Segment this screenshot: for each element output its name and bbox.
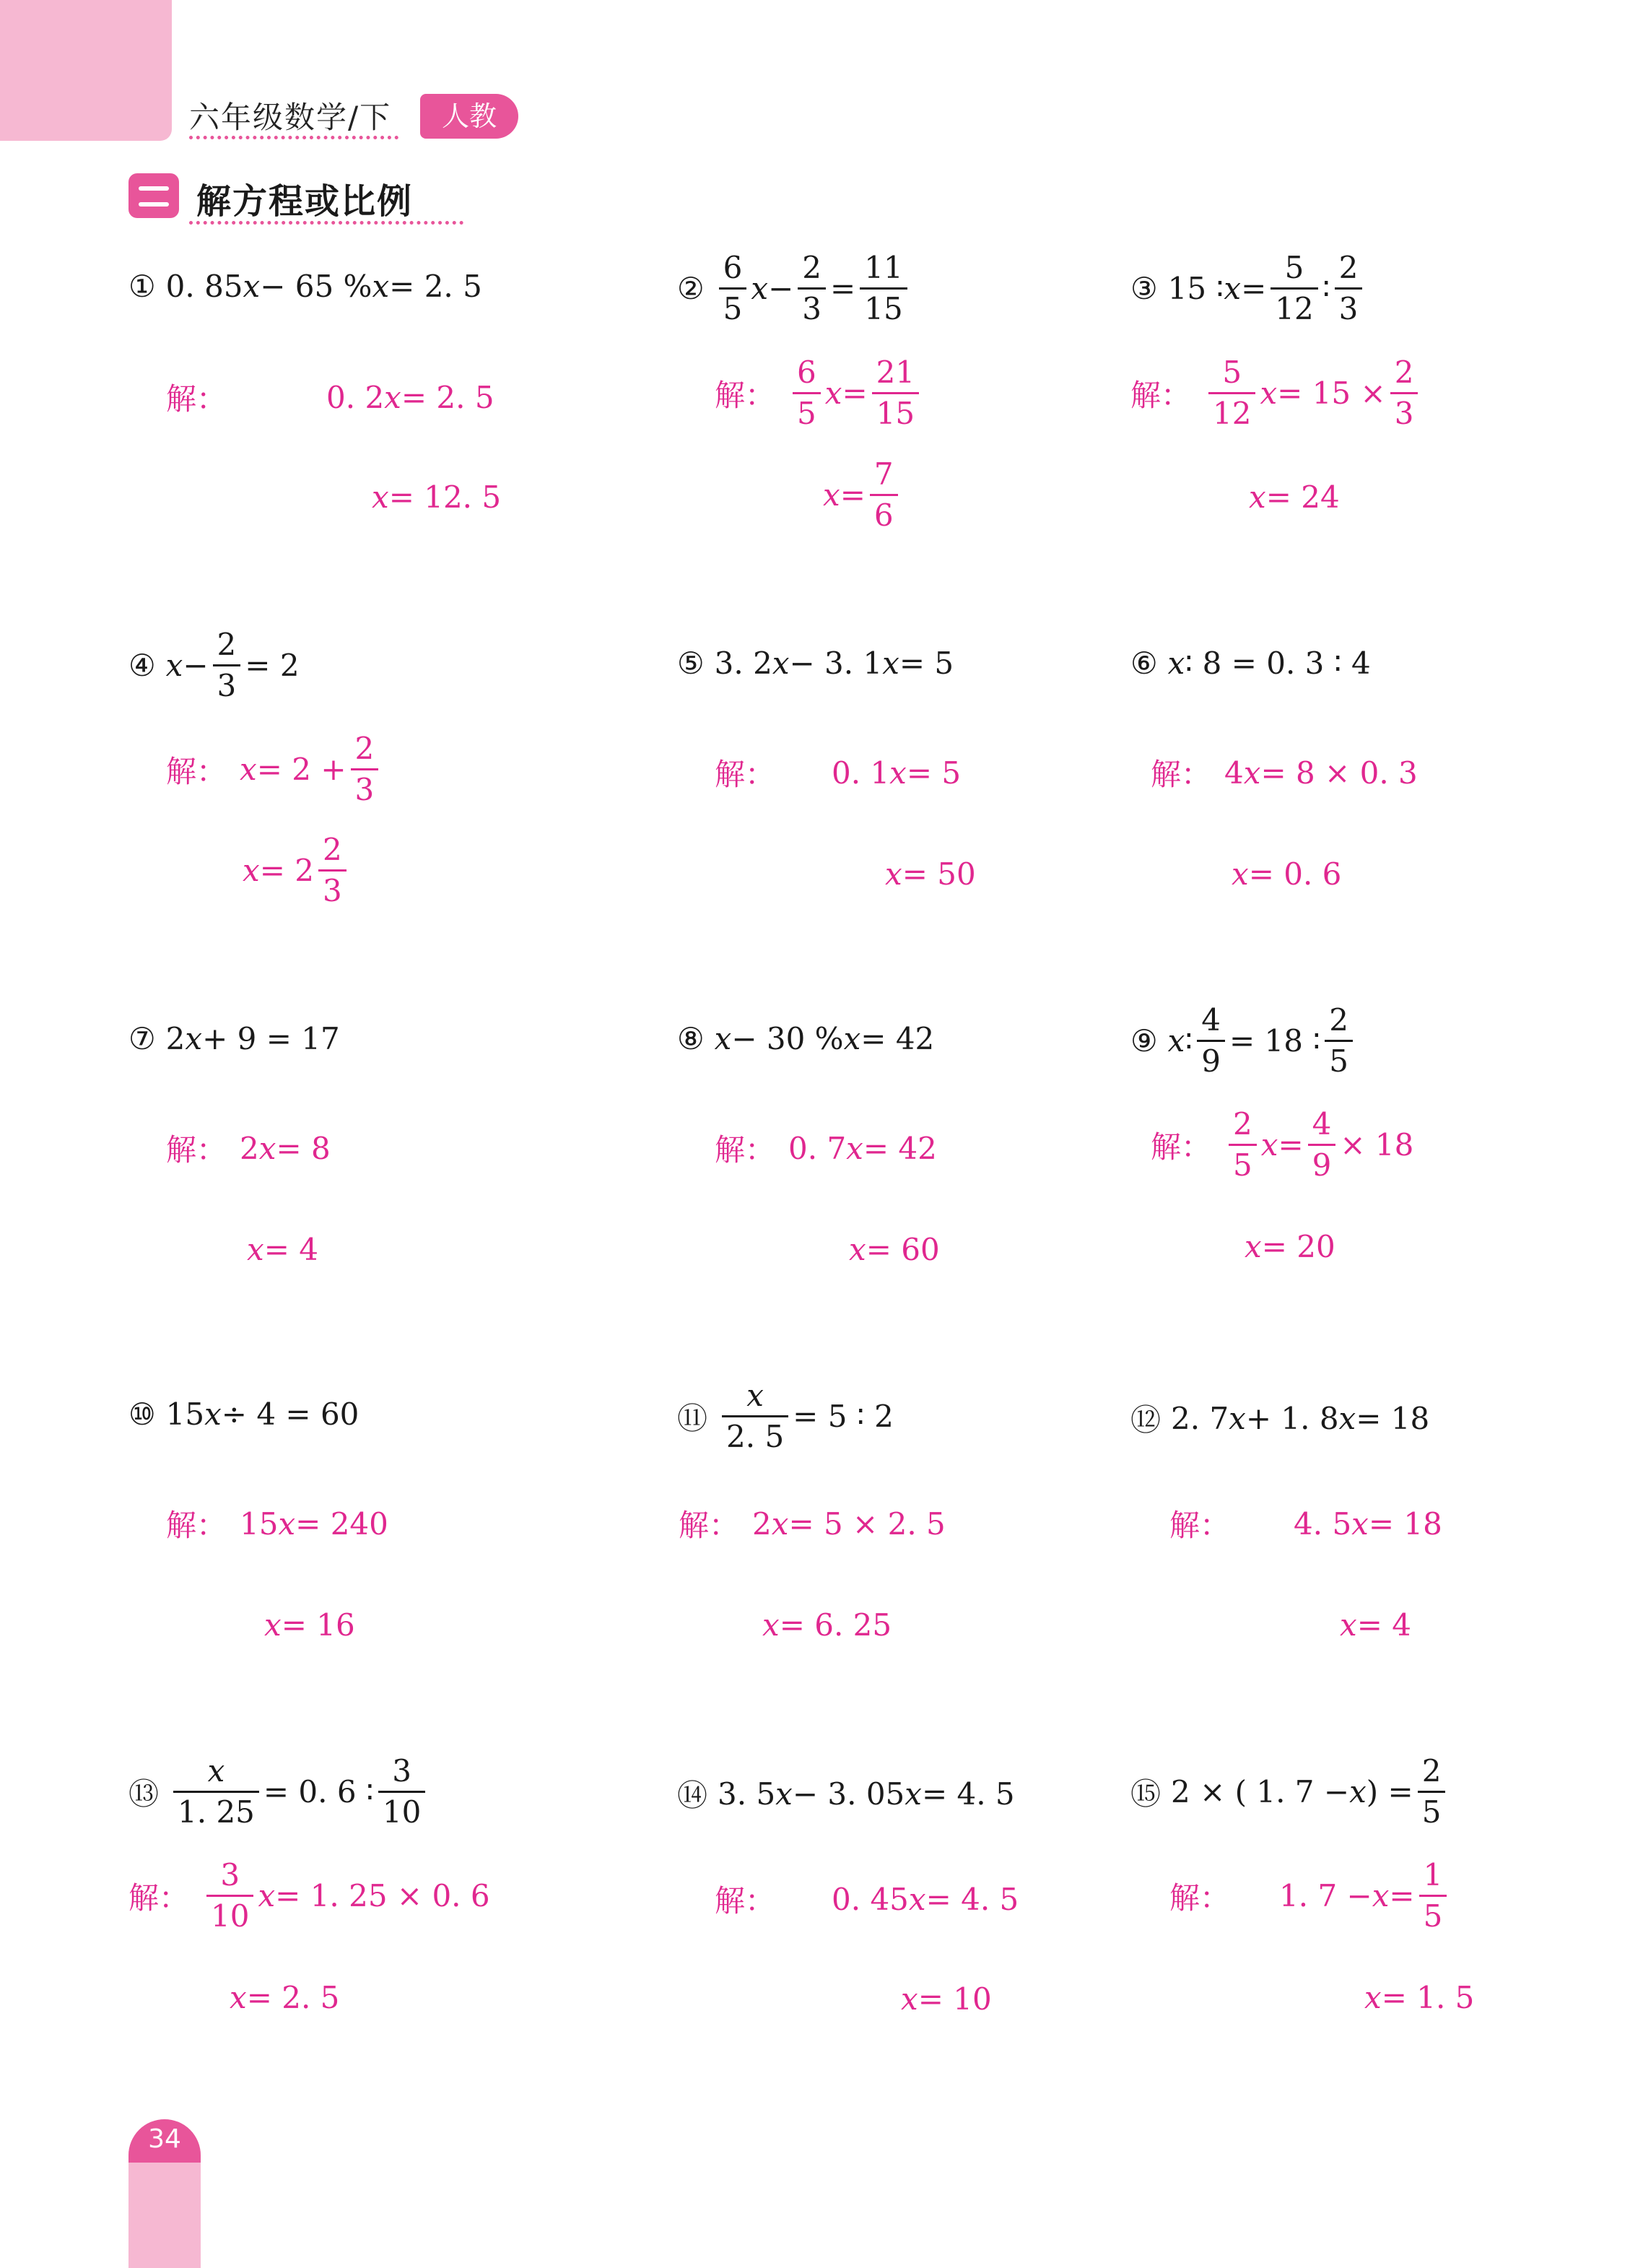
solution-12-step-2: x = 4 (1340, 1607, 1411, 1643)
solution-9-step-1: 解： $\frac{2}{5}$ x = $\frac{4}{9}$ × 18 (1151, 1106, 1414, 1183)
solution-6-step-2: x = 0. 6 (1232, 856, 1342, 892)
problem-13: ⑬ $\frac{x}{1. 25}$ = 0. 6 ∶ $\frac{3}{10}$ (128, 1756, 430, 1828)
problem-3: ③ 15 ∶ x = $\frac{5}{12}$ ∶ $\frac{2}{3}$ (1130, 253, 1367, 324)
solution-15-step-2: x = 1. 5 (1364, 1980, 1475, 2015)
solution-12-step-1: 解： 4. 5 x = 18 (1169, 1506, 1442, 1543)
solution-5-step-1: 解： 0. 1 x = 5 (715, 755, 962, 792)
solution-3-step-1: 解： $\frac{5}{12}$ x = 15 × $\frac{2}{3}$ (1130, 357, 1422, 429)
problem-10: ⑩ 15 x ÷ 4 = 60 (128, 1396, 359, 1432)
solution-15-step-1: 解： 1. 7 − x = $\frac{1}{5}$ (1169, 1860, 1451, 1932)
solution-14-step-1: 解： 0. 45 x = 4. 5 (715, 1881, 1019, 1919)
problem-4: ④ x − $\frac{2}{3}$ = 2 (128, 627, 300, 703)
solution-8-step-2: x = 60 (849, 1232, 940, 1267)
solution-10-step-1: 解： 15 x = 240 (166, 1506, 388, 1543)
solution-7-step-2: x = 4 (247, 1232, 318, 1267)
problem-14: ⑭ 3. 5 x − 3. 05 x = 4. 5 (677, 1776, 1015, 1813)
edition-badge: 人教 (420, 94, 518, 139)
header-dotted-line (189, 136, 398, 139)
solution-2-step-2: x = $\frac{7}{6}$ (823, 459, 902, 531)
problem-12: ⑫ 2. 7 x + 1. 8 x = 18 (1130, 1400, 1430, 1438)
solution-1-step-2: x = 12. 5 (372, 479, 502, 515)
solution-11-step-2: x = 6. 25 (762, 1607, 892, 1643)
solution-6-step-1: 解： 4 x = 8 × 0. 3 (1151, 755, 1418, 792)
section-dotted-line (189, 221, 463, 225)
solution-14-step-2: x = 10 (901, 1981, 992, 2017)
solution-7-step-1: 解： 2 x = 8 (166, 1130, 331, 1168)
solution-9-step-2: x = 20 (1245, 1229, 1335, 1264)
problem-7: ⑦ 2 x + 9 = 17 (128, 1021, 340, 1056)
problem-9: ⑨ x ∶ $\frac{4}{9}$ = 18 ∶ $\frac{2}{5}$ (1130, 1005, 1357, 1077)
problem-6: ⑥ x ∶ 8 = 0. 3 ∶ 4 (1130, 646, 1371, 681)
corner-decoration (0, 0, 172, 141)
problem-15: ⑮ 2 × ( 1. 7 − x ) = $\frac{2}{5}$ (1130, 1756, 1450, 1828)
section-title: 解方程或比例 (196, 181, 414, 222)
solution-3-step-2: x = 24 (1249, 479, 1340, 515)
problem-11: ⑪ $\frac{x}{2. 5}$ = 5 ∶ 2 (677, 1378, 894, 1454)
header-grade-subject: 六年级数学/下 (189, 100, 392, 135)
solution-8-step-1: 解： 0. 7 x = 42 (715, 1130, 937, 1168)
problem-2: ② $\frac{6}{5}$ x − $\frac{2}{3}$ = $\frac{11}{15}$ (677, 253, 912, 324)
solution-4-step-2: x = 2 $\frac{2}{3}$ (243, 835, 351, 906)
solution-13-step-1: 解： $\frac{3}{10}$ x = 1. 25 × 0. 6 (128, 1857, 490, 1934)
solution-4-step-1: 解： x = 2 + $\frac{2}{3}$ (166, 734, 383, 805)
solution-10-step-2: x = 16 (264, 1607, 355, 1643)
solution-13-step-2: x = 2. 5 (230, 1980, 340, 2015)
problem-8: ⑧ x − 30 % x = 42 (677, 1021, 935, 1056)
solution-5-step-2: x = 50 (885, 856, 976, 892)
solution-1-step-1: 解： 0. 2 x = 2. 5 (166, 379, 494, 417)
solution-2-step-1: 解： $\frac{6}{5}$ x = $\frac{21}{15}$ (715, 357, 923, 429)
problem-1: ① 0. 85 x − 65 % x = 2. 5 (128, 269, 482, 304)
problem-5: ⑤ 3. 2 x − 3. 1 x = 5 (677, 646, 954, 681)
solution-11-step-1: 解： 2 x = 5 × 2. 5 (679, 1506, 946, 1543)
page-number: 34 (148, 2124, 181, 2154)
section-number-icon (128, 173, 179, 218)
